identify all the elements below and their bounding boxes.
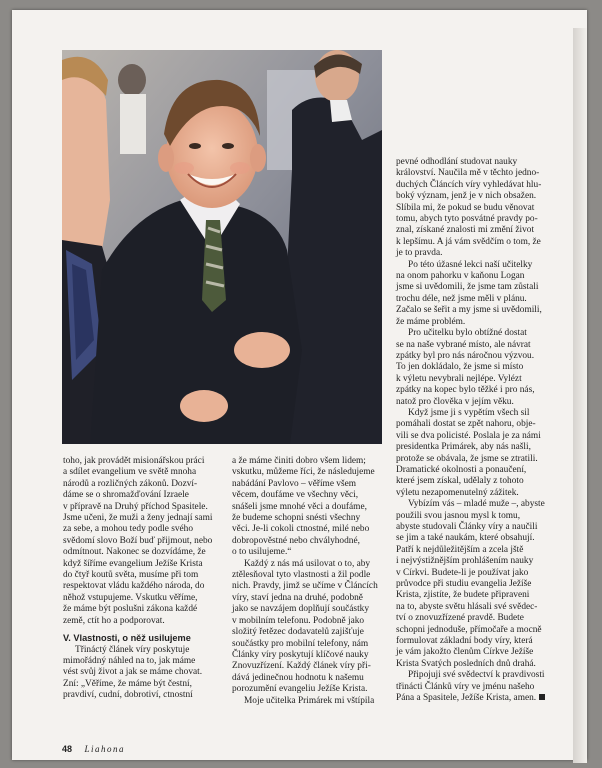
- text-line: nabádání Pavlovo – věříme všem: [232, 478, 357, 489]
- text-line: za sebe, a mohou tedy podle svého: [63, 524, 193, 535]
- text-line: Vybízím vás – mladé muže –, abyste: [408, 499, 545, 510]
- text-line: respektovat vládu každého národa, do: [63, 581, 205, 592]
- text-line: dáme se o shromažďování Izraele: [63, 490, 189, 501]
- text-line: k výletu nevybrali nejlépe. Vylézt: [396, 373, 522, 384]
- text-line: Krista Svatých posledních dnů drahá.: [396, 658, 536, 669]
- text-line: o to usilujeme.“: [232, 547, 292, 558]
- text-line: v Církvi. Budete-li je používat jako: [396, 567, 529, 578]
- text-line: Krista, zjistíte, že budete připraveni: [396, 590, 530, 601]
- text-line: něhož vstupujeme. Vskutku věříme,: [63, 592, 198, 603]
- text-line: Články víry poskytují klíčové nauky: [232, 649, 369, 660]
- text-line: Pro učitelku bylo obtížné dostat: [408, 328, 527, 339]
- text-line: Začalo se šeřit a my jsme si uvědomili,: [396, 305, 542, 316]
- text-line: se na naše vybrané místo, ale návrat: [396, 339, 531, 350]
- text-line: v přípravě na Druhý příchod Spasitele.: [63, 501, 208, 512]
- text-line: věci. Je-li cokoli ctnostné, milé nebo: [232, 524, 370, 535]
- text-line: součástky pro mobilní telefony, nám: [232, 638, 369, 649]
- text-line: složitý řetězec dodavatelů zajišťuje: [232, 627, 364, 638]
- text-line: mimořádný náhled na to, jak máme: [63, 655, 196, 666]
- text-line: ztělesňoval tyto vlastnosti a žil podle: [232, 570, 371, 581]
- magazine-page: [12, 10, 587, 760]
- text-line: vili se dva policisté. Poslala je za námi: [396, 430, 541, 441]
- page-footer: [62, 744, 125, 754]
- text-line: v mobilním telefonu. Podobně jako: [232, 615, 365, 626]
- text-line: Dramatické okolnosti a ponaučení,: [396, 464, 527, 475]
- text-line: Připojuji své svědectví k pravdivosti: [408, 670, 545, 681]
- text-line: Znovuzřízení. Každý článek víry při-: [232, 661, 371, 672]
- text-line-final: [396, 693, 552, 704]
- text-line: Když jsme ji s vypětím všech sil: [408, 407, 530, 418]
- text-line: porozumění evangeliu Ježíše Krista.: [232, 684, 368, 695]
- text-line: Moje učitelka Primárek mi vštípila: [244, 695, 375, 706]
- text-line: dává jedinečnou hodnotu k našemu: [232, 672, 364, 683]
- text-line: pomáhali dostat se zpět nahoru, obje-: [396, 419, 536, 430]
- text-line: i nejvýstižnějším prohlášením nauky: [396, 556, 534, 567]
- text-line: Patří k nejdůležitějším a zcela jště: [396, 544, 524, 555]
- text-line: je vám jakožto členům Církve Ježíše: [396, 647, 534, 658]
- text-line: na to, abyste světu hlásali své svědec-: [396, 601, 538, 612]
- text-line: nich. Pravdy, jimž se učíme v Článcích: [232, 581, 378, 592]
- text-line: jsme si uvědomili, že jsme tam zůstali: [396, 282, 539, 293]
- text-column-3: [396, 157, 552, 705]
- text-line: výletu nezapomenutelný zážitek.: [396, 487, 519, 498]
- text-line: Jsme učeni, že muži a ženy jednají sami: [63, 513, 213, 524]
- text-line: Slíbila mi, že pokud se budu věnovat: [396, 202, 535, 213]
- text-line: dobropověstné nebo chvályhodné,: [232, 535, 360, 546]
- boy-photo: [62, 50, 382, 444]
- text-line: pravdiví, cudní, dobrotiví, ctnostní: [63, 690, 193, 701]
- text-line: že budeme schopni snésti všechny: [232, 513, 361, 524]
- text-line: víry, staví jedna na druhé, podobně: [232, 592, 363, 603]
- text-line: a sdílet evangelium ve světě mnoha: [63, 467, 197, 478]
- text-line: Pána a Spasitele, Ježíše Krista, amen.: [396, 693, 537, 704]
- text-line: trochu déle, než jsme měli v plánu.: [396, 293, 527, 304]
- text-line: když šíříme evangelium Ježíše Krista: [63, 558, 203, 569]
- text-line: zpátky na kopec bylo těžké i pro nás,: [396, 385, 535, 396]
- text-line: protože se obávala, že jsme se ztratili.: [396, 453, 538, 464]
- text-line: odmítnout. Nakonec se dozvídáme, že: [63, 547, 206, 558]
- text-line: tví o znovuzřízené pravdě. Budete: [396, 613, 524, 624]
- text-line: národů a rozličných zákonů. Dozví-: [63, 478, 198, 489]
- text-line: vést svůj život a jak se máme chovat.: [63, 667, 203, 678]
- text-column-1: [63, 456, 219, 702]
- text-line: třinácti Článků víry ve jménu našeho: [396, 681, 535, 692]
- page-number: 48: [62, 744, 73, 754]
- text-column-2: [232, 456, 388, 707]
- text-line: které jsem získal, udělaly z tohoto: [396, 476, 524, 487]
- text-line: že máme být poslušni zákona každé: [63, 604, 198, 615]
- text-line: království. Naučila mě v těchto jedno-: [396, 168, 540, 179]
- text-line: Zní: „Věříme, že máme být čestní,: [63, 678, 192, 689]
- text-line: průvodce při studiu evangelia Ježíše: [396, 579, 532, 590]
- text-line: a že máme činiti dobro všem lidem;: [232, 456, 366, 466]
- end-mark-icon: [539, 694, 545, 700]
- text-line: abyste studovali Články víry a naučili: [396, 522, 538, 532]
- section-heading: V. Vlastnosti, o něž usilujeme: [63, 633, 191, 644]
- text-line: do čtyř koutů světa, musíme při tom: [63, 570, 199, 581]
- text-line: jako se navzájem doplňují součástky: [232, 604, 370, 615]
- text-line: svědomí slovo Boží buď přijmout, nebo: [63, 535, 213, 546]
- text-line: je to pravda.: [396, 248, 443, 259]
- text-line: toho, jak provádět misionářskou práci: [63, 456, 205, 466]
- text-line: Třináctý článek víry poskytuje: [75, 644, 190, 655]
- text-line: pevné odhodlání studovat nauky: [396, 157, 518, 167]
- text-line: věcem, doufáme ve všechny věci,: [232, 490, 359, 501]
- text-line: duchých Článcích víry vyhledávat hlu-: [396, 179, 542, 190]
- text-line: natož pro člověka v jejím věku.: [396, 396, 514, 407]
- text-line: tomu, abych tyto posvátné pravdy po-: [396, 214, 538, 225]
- text-line: schopni jednoduše, přímočaře a mocně: [396, 624, 542, 635]
- text-line: formulovat základní body víry, která: [396, 636, 533, 647]
- text-line: boký význam, jenž je v nich obsažen.: [396, 191, 537, 202]
- text-line: na onom pahorku v kaňonu Logan: [396, 271, 525, 282]
- text-line: se jim a také naukám, které obsahují.: [396, 533, 535, 544]
- text-line: snášeli jsme mnohé věci a doufáme,: [232, 501, 367, 512]
- text-line: zpátky byl pro nás náročnou výzvou.: [396, 350, 535, 361]
- magazine-name: Liahona: [84, 744, 126, 754]
- text-line: použili svou jasnou mysl k tomu,: [396, 510, 521, 521]
- text-line: To jen dokládalo, že jsme si místo: [396, 362, 524, 373]
- page-edge: [573, 28, 587, 763]
- text-line: znal, získané znalosti mi změní život: [396, 225, 535, 236]
- text-line: Po této úžasné lekci naší učitelky: [408, 259, 533, 270]
- text-line: k lepšímu. A já vám svědčím o tom, že: [396, 236, 541, 247]
- text-line: presidentka Primárek, aby nás našli,: [396, 442, 531, 453]
- text-line: Každý z nás má usilovat o to, aby: [244, 558, 371, 569]
- text-line: země, ctít ho a podporovat.: [63, 615, 165, 626]
- text-line: vskutku, můžeme říci, že následujeme: [232, 467, 375, 478]
- text-line: že máme problém.: [396, 316, 466, 327]
